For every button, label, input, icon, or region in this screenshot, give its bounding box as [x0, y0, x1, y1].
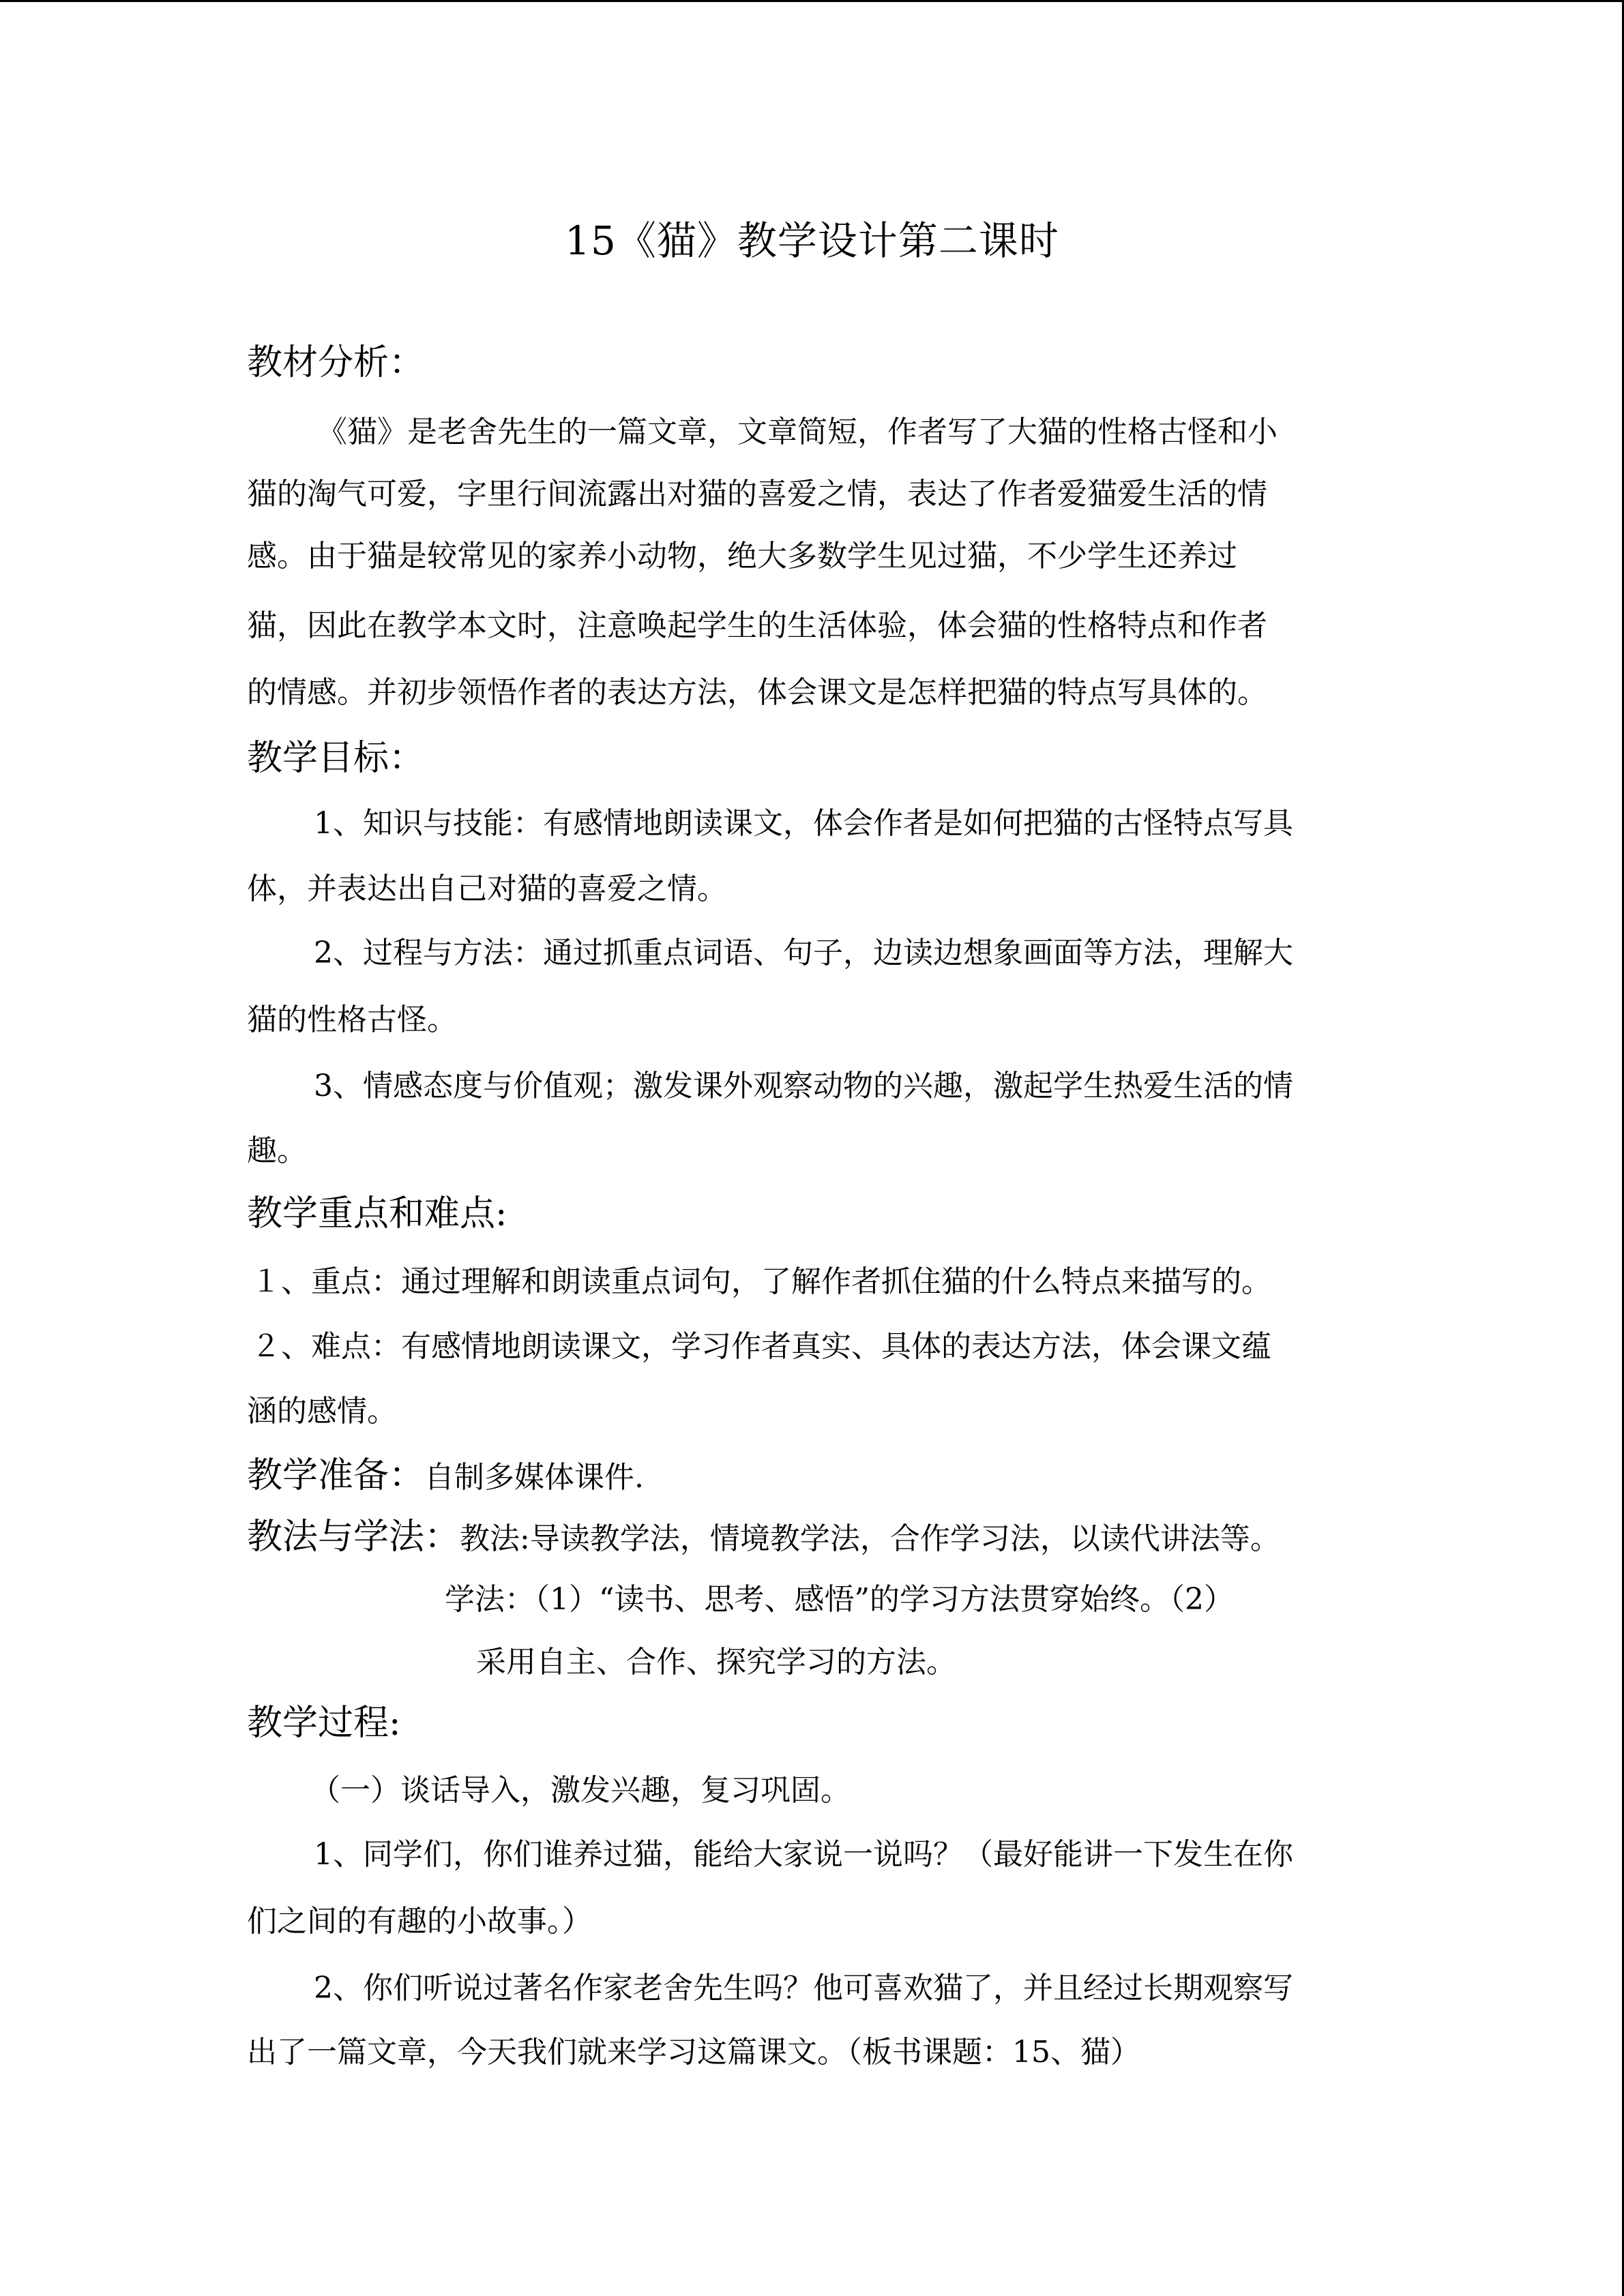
teaching-goal-line: 1、知识与技能：有感情地朗读课文，体会作者是如何把猫的古怪特点写具	[314, 806, 1293, 841]
material-analysis-line: 的情感。并初步领悟作者的表达方法，体会课文是怎样把猫的特点写具体的。	[247, 675, 1267, 710]
page-title: 15《猫》教学设计第二课时	[565, 218, 1059, 264]
key-point-line: ２、难点：有感情地朗读课文，学习作者真实、具体的表达方法，体会课文蕴	[251, 1329, 1271, 1364]
preparation-label: 教学准备：	[247, 1455, 425, 1496]
teaching-goal-line: 猫的性格古怪。	[247, 1002, 457, 1037]
preparation-text: 自制多媒体课件.	[424, 1460, 645, 1495]
teaching-goal-line: 趣。	[247, 1133, 307, 1168]
heading-process: 教学过程:	[247, 1703, 401, 1744]
process-line: 出了一篇文章，今天我们就来学习这篇课文。（板书课题：15、猫）	[247, 2035, 1140, 2070]
material-analysis-line: 猫的淘气可爱，字里行间流露出对猫的喜爱之情，表达了作者爱猫爱生活的情	[247, 477, 1267, 511]
process-line: 们之间的有趣的小故事。）	[247, 1904, 592, 1939]
teaching-goal-line: 2、过程与方法：通过抓重点词语、句子，边读边想象画面等方法，理解大	[314, 936, 1293, 970]
material-analysis-line: 感。由于猫是较常见的家养小动物，绝大多数学生见过猫，不少学生还养过	[247, 539, 1237, 573]
heading-material-analysis: 教材分析：	[247, 342, 425, 383]
preparation-line	[247, 1457, 644, 1497]
process-line: 2、你们听说过著名作家老舍先生吗？他可喜欢猫了，并且经过长期观察写	[314, 1971, 1293, 2006]
heading-key-points: 教学重点和难点:	[247, 1193, 507, 1234]
material-analysis-line: 猫，因此在教学本文时，注意唤起学生的生活体验，体会猫的性格特点和作者	[247, 608, 1267, 643]
key-point-line: １、重点：通过理解和朗读重点词句，了解作者抓住猫的什么特点来描写的。	[251, 1264, 1271, 1299]
teaching-goal-line: 体，并表达出自己对猫的喜爱之情。	[247, 871, 727, 906]
methods-label: 教法与学法：	[247, 1517, 460, 1557]
methods-learning-line: 采用自主、合作、探究学习的方法。	[476, 1645, 956, 1680]
process-line: （一）谈话导入，激发兴趣，复习巩固。	[310, 1773, 851, 1808]
page-border-top	[0, 0, 1624, 2]
methods-learning-line: 学法：（1）“读书、思考、感悟”的学习方法贯穿始终。（2）	[445, 1582, 1234, 1617]
material-analysis-line: 《猫》是老舍先生的一篇文章，文章简短，作者写了大猫的性格古怪和小	[317, 415, 1278, 449]
key-point-line: 涵的感情。	[247, 1394, 397, 1429]
methods-teaching-text: 教法:导读教学法，情境教学法，合作学习法，以读代讲法等。	[460, 1521, 1280, 1556]
methods-line	[247, 1518, 1280, 1558]
heading-teaching-goals: 教学目标：	[247, 738, 425, 779]
teaching-goal-line: 3、情感态度与价值观；激发课外观察动物的兴趣，激起学生热爱生活的情	[314, 1069, 1293, 1103]
process-line: 1、同学们，你们谁养过猫，能给大家说一说吗？（最好能讲一下发生在你	[314, 1837, 1293, 1872]
